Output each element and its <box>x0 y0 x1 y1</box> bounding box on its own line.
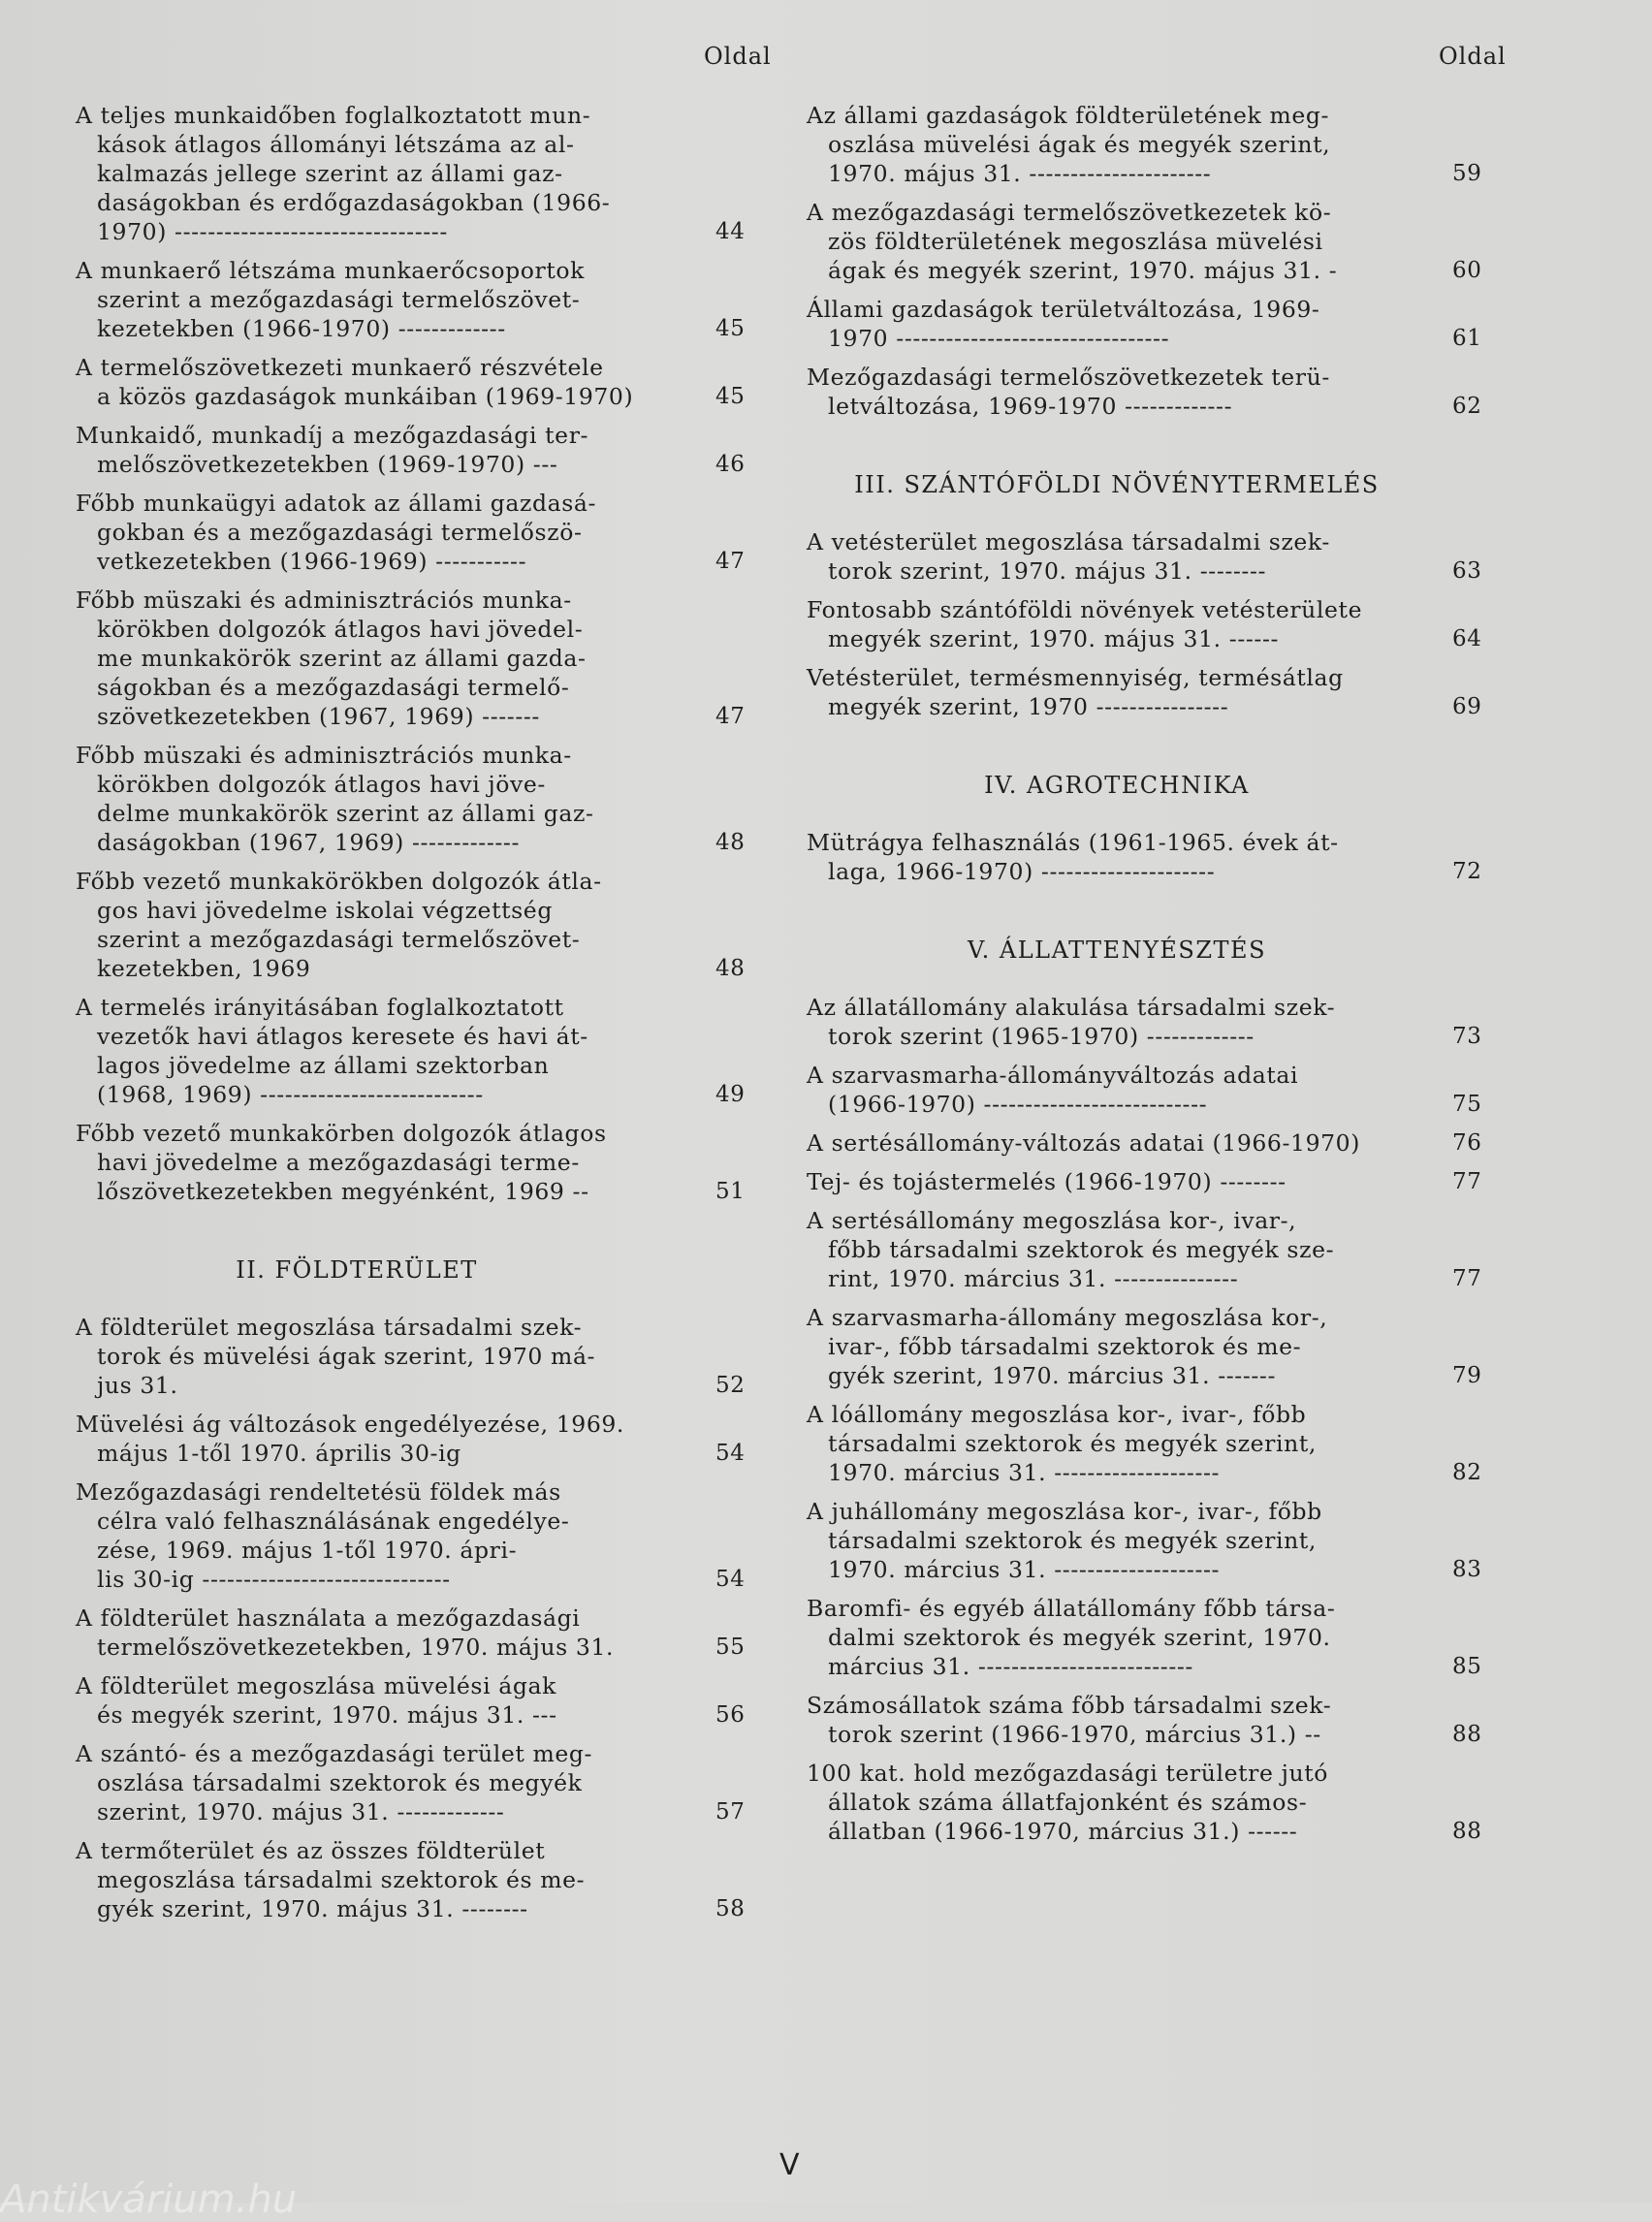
toc-entry-title <box>76 1671 636 1730</box>
toc-entry-title <box>76 489 636 576</box>
toc-entry-line: ságokban és a mezőgazdasági termelő- <box>97 674 570 701</box>
toc-entry-line: március 31. -------------------------- <box>828 1653 1193 1680</box>
toc-entry-line: állatok száma állatfajonként és számos- <box>828 1789 1308 1816</box>
toc-entry-page: 48 <box>715 830 746 855</box>
toc-entry-line: A földterület megoszlása társadalmi szek- <box>76 1314 583 1341</box>
toc-entry-line: A sertésállomány-változás adatai (1966-1970) <box>807 1129 1360 1157</box>
toc-entry-line: társadalmi szektorok és megyék szerint, <box>828 1527 1317 1554</box>
toc-entry-line: megyék szerint, 1970 ---------------- <box>828 693 1229 720</box>
toc-entry-title <box>807 993 1398 1051</box>
toc-entry <box>807 1691 1514 1749</box>
toc-entry-page: 88 <box>1452 1722 1482 1747</box>
page-column-header: Oldal <box>1439 43 1507 70</box>
toc-entry <box>76 586 754 731</box>
toc-entry <box>807 993 1514 1051</box>
toc-entry-line: torok és müvelési ágak szerint, 1970 má- <box>97 1343 596 1370</box>
toc-entry-line: Főbb munkaügyi adatok az állami gazdasá- <box>76 490 597 517</box>
toc-entry-line: Főbb vezető munkakörökben dolgozók átla- <box>76 868 602 895</box>
toc-entry-line: 1970. március 31. -------------------- <box>828 1556 1221 1583</box>
toc-entry-line: kezetekben (1966-1970) ------------- <box>97 315 506 342</box>
toc-entry-title <box>807 1167 1398 1196</box>
toc-entry-page: 69 <box>1452 694 1482 719</box>
toc-entry-page: 77 <box>1452 1169 1482 1194</box>
toc-entry-line: A munkaerő létszáma munkaerőcsoportok <box>76 257 586 284</box>
toc-entry <box>807 595 1514 653</box>
toc-entry-title <box>76 421 636 479</box>
section-heading: II. FÖLDTERÜLET <box>236 1256 478 1284</box>
toc-entry <box>76 256 754 343</box>
toc-entry-title <box>807 1594 1398 1681</box>
toc-entry-line: ágak és megyék szerint, 1970. május 31. - <box>828 257 1338 284</box>
toc-entry-title <box>807 1497 1398 1584</box>
toc-entry <box>76 1671 754 1730</box>
toc-entry-line: megoszlása társadalmi szektorok és me- <box>97 1866 586 1893</box>
toc-entry-page: 56 <box>715 1702 746 1728</box>
toc-entry-title <box>76 993 636 1109</box>
toc-entry-line: lőszövetkezetekben megyénként, 1969 -- <box>97 1178 589 1205</box>
toc-entry <box>76 1410 754 1468</box>
toc-entry-page: 83 <box>1452 1557 1482 1582</box>
toc-entry-line: Az állami gazdaságok földterületének meg- <box>807 102 1330 129</box>
toc-entry-line: 1970. március 31. -------------------- <box>828 1459 1221 1486</box>
section-heading: V. ÁLLATTENYÉSZTÉS <box>967 936 1267 964</box>
toc-entry-page: 45 <box>715 316 746 341</box>
toc-entry-title <box>807 1303 1398 1390</box>
toc-entry <box>807 198 1514 285</box>
toc-entry-title <box>807 527 1398 586</box>
toc-entry-page: 63 <box>1452 558 1482 584</box>
toc-entry-page: 85 <box>1452 1654 1482 1679</box>
toc-entry-line: 1970) --------------------------------- <box>97 218 448 245</box>
toc-entry-line: főbb társadalmi szektorok és megyék sze- <box>828 1236 1335 1263</box>
toc-entry-line: Mezőgazdasági termelőszövetkezetek terü- <box>807 364 1330 391</box>
toc-entry-title <box>807 1128 1398 1158</box>
toc-entry-line: 1970. május 31. ---------------------- <box>828 160 1212 187</box>
toc-entry-title <box>76 1739 636 1826</box>
toc-entry-line: termelőszövetkezetekben, 1970. május 31. <box>97 1634 615 1661</box>
toc-entry <box>76 101 754 246</box>
toc-entry-title <box>76 353 636 411</box>
toc-entry-title <box>807 1759 1398 1846</box>
toc-entry <box>807 527 1514 586</box>
toc-entry <box>807 1128 1514 1158</box>
toc-entry-line: 100 kat. hold mezőgazdasági területre jutó <box>807 1760 1328 1787</box>
right-entries <box>807 101 1514 1856</box>
toc-entry-line: Mezőgazdasági rendeltetésü földek más <box>76 1478 561 1506</box>
toc-entry-line: körökben dolgozók átlagos havi jöve- <box>97 771 546 798</box>
toc-entry-line: gokban és a mezőgazdasági termelőszö- <box>97 519 583 546</box>
toc-entry-line: kások átlagos állományi létszáma az al- <box>97 131 575 158</box>
toc-entry-line: állatban (1966-1970, március 31.) ------ <box>828 1818 1298 1845</box>
toc-entry-title <box>807 1400 1398 1487</box>
toc-entry-line: A sertésállomány megoszlása kor-, ivar-, <box>807 1207 1297 1234</box>
toc-entry-page: 55 <box>715 1635 746 1660</box>
toc-entry-line: Főbb vezető munkakörben dolgozók átlagos <box>76 1120 607 1147</box>
toc-entry-line: zése, 1969. május 1-től 1970. ápri- <box>97 1537 518 1564</box>
toc-entry-line: szövetkezetekben (1967, 1969) ------- <box>97 703 540 730</box>
section-heading: IV. AGROTECHNIKA <box>984 772 1250 799</box>
toc-entry-line: rint, 1970. március 31. --------------- <box>828 1265 1239 1292</box>
toc-entry-line: május 1-től 1970. április 30-ig <box>97 1440 461 1467</box>
toc-entry-line: zös földterületének megoszlása müvelési <box>828 228 1323 255</box>
toc-entry-line: és megyék szerint, 1970. május 31. --- <box>97 1701 557 1729</box>
toc-entry-line: gyék szerint, 1970. május 31. -------- <box>97 1895 528 1922</box>
toc-entry-line: Baromfi- és egyéb állatállomány főbb társa- <box>807 1595 1336 1622</box>
toc-entry-line: A termelőszövetkezeti munkaerő részvétele <box>76 354 604 381</box>
toc-entry <box>76 867 754 983</box>
toc-entry-title <box>76 1603 636 1662</box>
toc-entry-page: 58 <box>715 1896 746 1921</box>
toc-entry-line: ivar-, főbb társadalmi szektorok és me- <box>828 1333 1302 1360</box>
toc-entry <box>76 421 754 479</box>
toc-entry-title <box>76 1119 636 1206</box>
toc-entry-line: (1966-1970) --------------------------- <box>828 1091 1208 1118</box>
toc-entry-page: 62 <box>1452 394 1482 419</box>
toc-entry-line: Állami gazdaságok területváltozása, 1969- <box>807 296 1320 323</box>
toc-entry-title <box>807 663 1398 721</box>
toc-entry-title <box>807 1691 1398 1749</box>
toc-entry-title <box>807 101 1398 188</box>
section-heading: III. SZÁNTÓFÖLDI NÖVÉNYTERMELÉS <box>854 471 1380 498</box>
toc-entry-line: gos havi jövedelme iskolai végzettség <box>97 897 553 924</box>
toc-entry-page: 64 <box>1452 626 1482 651</box>
toc-entry-line: Mütrágya felhasználás (1961-1965. évek át- <box>807 829 1339 856</box>
toc-entry-line: vetkezetekben (1966-1969) ----------- <box>97 548 527 575</box>
toc-entry-line: oszlása müvelési ágak és megyék szerint, <box>828 131 1331 158</box>
toc-entry-page: 73 <box>1452 1024 1482 1049</box>
toc-entry-page: 79 <box>1452 1363 1482 1388</box>
toc-entry-line: szerint, 1970. május 31. ------------- <box>97 1798 505 1825</box>
toc-entry-line: szerint a mezőgazdasági termelőszövet- <box>97 286 581 313</box>
toc-entry-line: A lóállomány megoszlása kor-, ivar-, főbb <box>807 1401 1307 1428</box>
toc-entry-line: célra való felhasználásának engedélye- <box>97 1508 570 1535</box>
toc-entry-line: me munkakörök szerint az állami gazda- <box>97 645 587 672</box>
toc-entry <box>807 1400 1514 1487</box>
toc-entry-page: 48 <box>715 956 746 981</box>
toc-entry <box>76 489 754 576</box>
toc-entry-line: kezetekben, 1969 <box>97 955 311 982</box>
toc-entry-line: társadalmi szektorok és megyék szerint, <box>828 1430 1317 1457</box>
toc-entry <box>76 1836 754 1923</box>
page-column-header: Oldal <box>704 43 772 70</box>
toc-entry-line: laga, 1966-1970) --------------------- <box>828 858 1216 885</box>
toc-entry-title <box>76 256 636 343</box>
toc-entry-line: Munkaidő, munkadíj a mezőgazdasági ter- <box>76 422 589 449</box>
toc-entry-page: 54 <box>715 1567 746 1592</box>
toc-entry-page: 54 <box>715 1441 746 1466</box>
toc-entry-title <box>807 295 1398 353</box>
toc-entry-page: 47 <box>715 549 746 574</box>
toc-entry-line: A szarvasmarha-állomány megoszlása kor-, <box>807 1304 1328 1331</box>
toc-entry-line: delme munkakörök szerint az állami gaz- <box>97 800 594 827</box>
toc-entry-title <box>76 741 636 857</box>
toc-entry <box>76 1119 754 1206</box>
toc-entry-line: A földterület használata a mezőgazdasági <box>76 1604 581 1632</box>
toc-entry-title <box>76 1410 636 1468</box>
left-entries <box>76 101 754 1933</box>
toc-entry-line: A földterület megoszlása müvelési ágak <box>76 1672 556 1699</box>
toc-entry <box>807 363 1514 421</box>
toc-entry-page: 60 <box>1452 258 1482 283</box>
toc-entry-page: 44 <box>715 219 746 244</box>
toc-entry-title <box>76 1477 636 1594</box>
toc-entry <box>807 1167 1514 1196</box>
toc-entry <box>807 1759 1514 1846</box>
toc-entry <box>76 1739 754 1826</box>
toc-entry-line: A vetésterület megoszlása társadalmi szek- <box>807 528 1330 556</box>
toc-entry-page: 76 <box>1452 1130 1482 1156</box>
toc-entry <box>807 1497 1514 1584</box>
toc-entry-title <box>807 828 1398 886</box>
toc-entry-line: dalmi szektorok és megyék szerint, 1970. <box>828 1624 1331 1651</box>
toc-entry-title <box>807 1206 1398 1293</box>
toc-entry-line: Az állatállomány alakulása társadalmi szek- <box>807 994 1336 1021</box>
toc-entry-line: körökben dolgozók átlagos havi jövedel- <box>97 616 584 643</box>
toc-entry-line: A juhállomány megoszlása kor-, ivar-, főbb <box>807 1498 1322 1525</box>
toc-entry-page: 45 <box>715 384 746 409</box>
watermark: Antikvárium.hu <box>0 2177 298 2222</box>
toc-entry-line: letváltozása, 1969-1970 ------------- <box>828 393 1233 420</box>
toc-entry-page: 49 <box>715 1082 746 1107</box>
toc-entry-line: Fontosabb szántóföldi növények vetésterülete <box>807 596 1363 623</box>
toc-entry-line: lagos jövedelme az állami szektorban <box>97 1052 550 1079</box>
toc-entry <box>76 1313 754 1400</box>
toc-entry-line: szerint a mezőgazdasági termelőszövet- <box>97 926 581 953</box>
toc-entry-page: 57 <box>715 1799 746 1825</box>
toc-entry-page: 77 <box>1452 1266 1482 1291</box>
toc-entry-line: A termelés irányitásában foglalkoztatott <box>76 994 564 1021</box>
toc-entry-line: daságokban (1967, 1969) ------------- <box>97 829 520 856</box>
toc-entry-title <box>76 101 636 246</box>
toc-entry <box>807 1206 1514 1293</box>
toc-entry-line: oszlása társadalmi szektorok és megyék <box>97 1769 583 1796</box>
toc-entry-title <box>76 586 636 731</box>
toc-entry-line: A teljes munkaidőben foglalkoztatott mun- <box>76 102 591 129</box>
toc-entry-page: 88 <box>1452 1819 1482 1844</box>
toc-entry-page: 75 <box>1452 1092 1482 1117</box>
toc-entry-line: torok szerint (1965-1970) ------------- <box>828 1023 1255 1050</box>
toc-entry <box>807 1303 1514 1390</box>
toc-entry <box>807 663 1514 721</box>
toc-entry-line: (1968, 1969) --------------------------- <box>97 1081 484 1108</box>
toc-entry-title <box>76 867 636 983</box>
toc-entry <box>76 993 754 1109</box>
toc-entry-line: torok szerint (1966-1970, március 31.) -- <box>828 1721 1321 1748</box>
toc-entry-line: kalmazás jellege szerint az állami gaz- <box>97 160 563 187</box>
page-number-roman: V <box>779 2148 800 2182</box>
toc-entry-page: 82 <box>1452 1460 1482 1485</box>
toc-entry-line: torok szerint, 1970. május 31. -------- <box>828 557 1267 585</box>
toc-entry <box>76 353 754 411</box>
toc-entry-title <box>807 198 1398 285</box>
toc-entry-line: gyék szerint, 1970. március 31. ------- <box>828 1362 1276 1389</box>
toc-entry <box>76 1477 754 1594</box>
toc-entry-page: 47 <box>715 704 746 729</box>
toc-entry <box>76 741 754 857</box>
toc-entry <box>76 1603 754 1662</box>
toc-entry <box>807 1594 1514 1681</box>
toc-entry-line: Számosállatok száma főbb társadalmi szek- <box>807 1692 1332 1719</box>
toc-entry-line: Főbb müszaki és adminisztrációs munka- <box>76 742 572 769</box>
toc-entry <box>807 295 1514 353</box>
toc-entry-line: Müvelési ág változások engedélyezése, 1969. <box>76 1411 624 1438</box>
toc-entry-title <box>76 1836 636 1923</box>
toc-entry-title <box>76 1313 636 1400</box>
toc-entry-page: 46 <box>715 452 746 477</box>
toc-entry-line: A szarvasmarha-állományváltozás adatai <box>807 1062 1299 1089</box>
toc-entry-page: 61 <box>1452 326 1482 351</box>
toc-entry <box>807 101 1514 188</box>
toc-entry-line: daságokban és erdőgazdaságokban (1966- <box>97 189 611 216</box>
toc-entry-line: lis 30-ig ------------------------------ <box>97 1566 451 1593</box>
toc-entry <box>807 828 1514 886</box>
toc-entry <box>807 1061 1514 1119</box>
toc-entry-line: Főbb müszaki és adminisztrációs munka- <box>76 587 572 614</box>
toc-entry-page: 59 <box>1452 161 1482 186</box>
toc-entry-line: 1970 --------------------------------- <box>828 325 1170 352</box>
toc-entry-page: 72 <box>1452 859 1482 884</box>
toc-entry-line: jus 31. <box>97 1372 178 1399</box>
toc-entry-line: vezetők havi átlagos keresete és havi át- <box>97 1023 588 1050</box>
toc-entry-line: megyék szerint, 1970. május 31. ------ <box>828 625 1280 652</box>
toc-entry-page: 51 <box>715 1179 746 1204</box>
toc-entry-line: melőszövetkezetekben (1969-1970) --- <box>97 451 558 478</box>
toc-entry-title <box>807 1061 1398 1119</box>
toc-entry-line: a közös gazdaságok munkáiban (1969-1970) <box>97 383 634 410</box>
toc-entry-line: A szántó- és a mezőgazdasági terület meg- <box>76 1740 593 1767</box>
toc-entry-title <box>807 363 1398 421</box>
toc-entry-line: havi jövedelme a mezőgazdasági terme- <box>97 1149 580 1176</box>
toc-entry-page: 52 <box>715 1373 746 1398</box>
toc-entry-line: Tej- és tojástermelés (1966-1970) -------- <box>807 1168 1287 1195</box>
toc-entry-title <box>807 595 1398 653</box>
toc-entry-line: A termőterület és az összes földterület <box>76 1837 546 1864</box>
toc-entry-line: A mezőgazdasági termelőszövetkezetek kö- <box>807 199 1332 226</box>
toc-entry-line: Vetésterület, termésmennyiség, termésátlag <box>807 664 1344 691</box>
